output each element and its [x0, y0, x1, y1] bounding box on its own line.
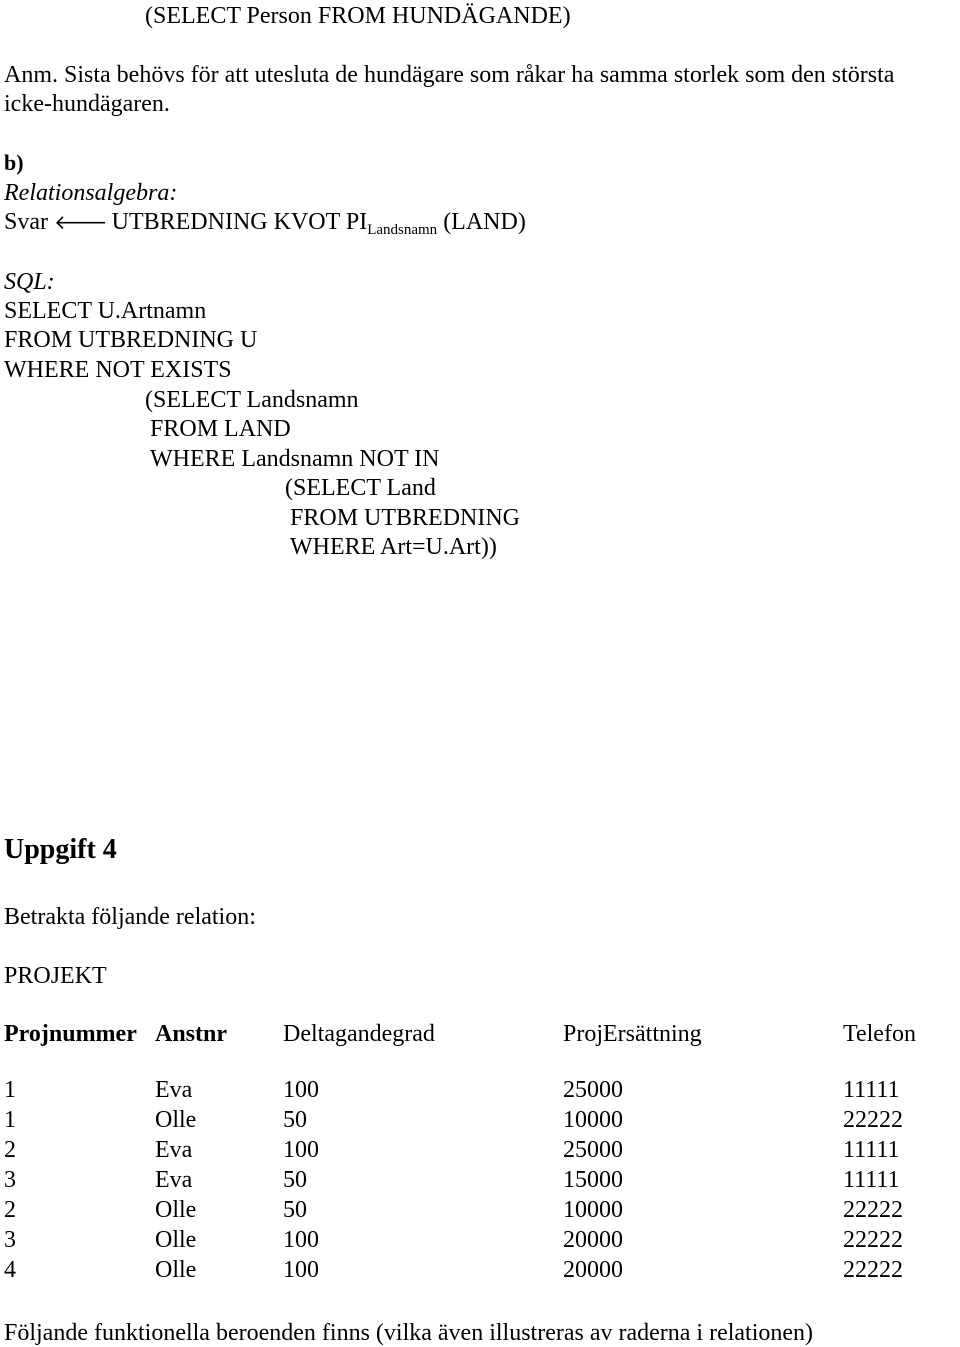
table-cell: 11111	[843, 1137, 900, 1163]
sql-line: WHERE NOT EXISTS	[4, 357, 232, 383]
sql-line: (SELECT Land	[285, 475, 436, 501]
table-row	[4, 1167, 943, 1197]
sql-fragment-line: (SELECT Person FROM HUNDÄGANDE)	[145, 3, 571, 29]
table-cell: 4	[4, 1257, 16, 1283]
relalg-tail: (LAND)	[437, 209, 526, 235]
note-line-2: icke-hundägaren.	[4, 91, 170, 117]
relalg-subscript: Landsnamn	[367, 222, 438, 238]
table-cell: 100	[283, 1227, 319, 1253]
intro-text: Betrakta följande relation:	[4, 904, 256, 930]
table-cell: 22222	[843, 1197, 903, 1223]
sql-line: SELECT U.Artnamn	[4, 298, 207, 324]
table-cell: Eva	[155, 1077, 193, 1103]
table-cell: 50	[283, 1107, 307, 1133]
table-cell: 100	[283, 1137, 319, 1163]
sql-line: FROM UTBREDNING	[290, 505, 521, 531]
table-cell: Olle	[155, 1257, 197, 1283]
table-cell: 50	[283, 1167, 307, 1193]
relalg-expression	[4, 209, 526, 238]
sql-line: WHERE Art=U.Art))	[290, 534, 497, 560]
column-header: Projnummer	[4, 1021, 137, 1047]
table-cell: Eva	[155, 1167, 193, 1193]
table-row	[4, 1107, 943, 1137]
table-row	[4, 1077, 943, 1107]
table-cell: 50	[283, 1197, 307, 1223]
table-cell: 11111	[843, 1077, 900, 1103]
table-cell: 22222	[843, 1257, 903, 1283]
projekt-table	[4, 1021, 943, 1287]
table-cell: 25000	[563, 1077, 623, 1103]
sql-line: FROM LAND	[150, 416, 291, 442]
table-cell: 3	[4, 1227, 16, 1253]
table-cell: Olle	[155, 1227, 197, 1253]
svar-text: Svar	[4, 209, 48, 235]
table-cell: 2	[4, 1137, 16, 1163]
left-arrow-icon: 🡐	[54, 210, 108, 234]
sql-label: SQL:	[4, 269, 55, 295]
table-row	[4, 1137, 943, 1167]
table-cell: 10000	[563, 1197, 623, 1223]
table-cell: 22222	[843, 1107, 903, 1133]
column-header: Anstnr	[155, 1021, 228, 1047]
note-line-1: Anm. Sista behövs för att utesluta de hundägare som råkar ha samma storlek som den största	[4, 62, 895, 88]
table-row	[4, 1197, 943, 1227]
table-cell: 11111	[843, 1167, 900, 1193]
table-cell: 3	[4, 1167, 16, 1193]
table-cell: Eva	[155, 1137, 193, 1163]
table-cell: 15000	[563, 1167, 623, 1193]
table-cell: 1	[4, 1107, 16, 1133]
table-cell: 20000	[563, 1227, 623, 1253]
task-heading: Uppgift 4	[4, 834, 117, 865]
table-header-row	[4, 1021, 943, 1077]
table-cell: 2	[4, 1197, 16, 1223]
table-cell: 100	[283, 1077, 319, 1103]
table-row	[4, 1257, 943, 1287]
table-cell: 1	[4, 1077, 16, 1103]
relalg-expr: UTBREDNING KVOT PI	[111, 209, 368, 235]
table-cell: 100	[283, 1257, 319, 1283]
column-header: ProjErsättning	[563, 1021, 702, 1047]
column-header: Deltagandegrad	[283, 1021, 435, 1047]
relation-name: PROJEKT	[4, 963, 107, 989]
part-b-label: b)	[4, 150, 24, 175]
table-cell: 22222	[843, 1227, 903, 1253]
sql-line: (SELECT Landsnamn	[145, 387, 359, 413]
column-header: Telefon	[843, 1021, 916, 1047]
table-cell: 25000	[563, 1137, 623, 1163]
table-cell: 10000	[563, 1107, 623, 1133]
relalg-label: Relationsalgebra:	[4, 180, 178, 206]
sql-line: FROM UTBREDNING U	[4, 327, 258, 353]
table-row	[4, 1227, 943, 1257]
footer-text: Följande funktionella beroenden finns (vilka även illustreras av raderna i relationen)	[4, 1320, 814, 1346]
table-cell: Olle	[155, 1197, 197, 1223]
table-cell: 20000	[563, 1257, 623, 1283]
sql-line: WHERE Landsnamn NOT IN	[150, 446, 440, 472]
table-cell: Olle	[155, 1107, 197, 1133]
